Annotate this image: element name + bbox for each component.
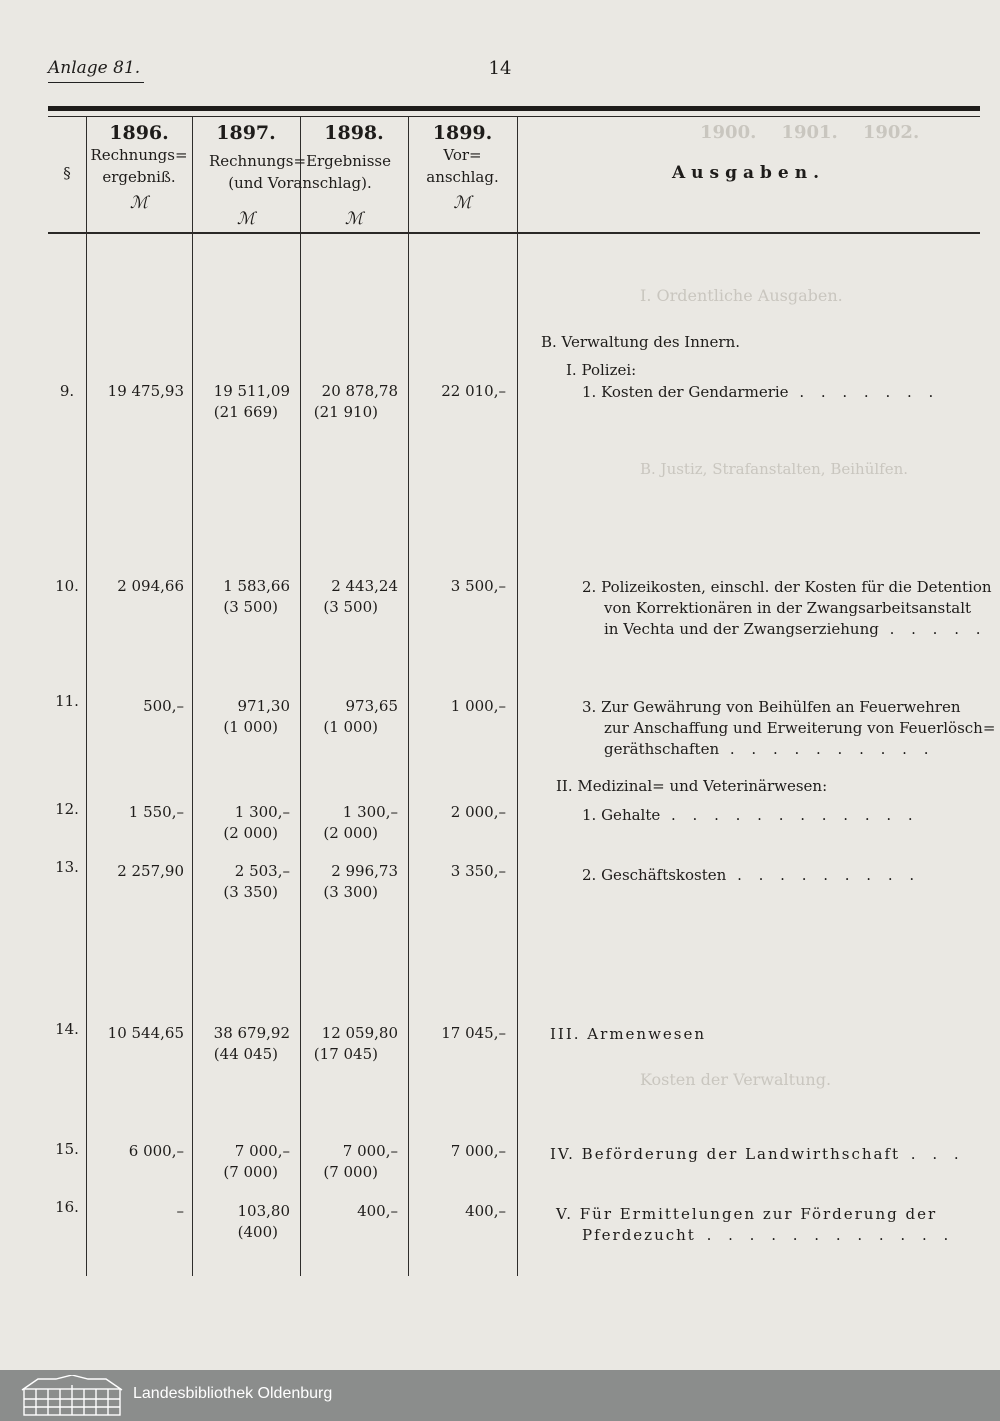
column-1899-label-2: anschlag.: [426, 168, 499, 186]
year-1897: 1897.: [216, 122, 276, 144]
column-1899-header: [408, 122, 517, 214]
paragraph-number: 13.: [55, 858, 79, 876]
column-1898-header: [300, 122, 408, 144]
value-1898-estimate: (2 000): [323, 824, 378, 842]
value-1898: 2 996,73: [331, 862, 398, 880]
row-description: 3. Zur Gewährung von Beihülfen an Feuerwehren zur Anschaffung und Erweiterung von Feuerlösch= geräthschaften . . . . . . . . . .: [582, 698, 996, 758]
value-1898: 400,–: [357, 1202, 398, 1220]
value-1897: 2 503,–: [234, 862, 290, 880]
ausgaben-header: Ausgaben.: [671, 163, 825, 183]
anlage-label: Anlage 81.: [48, 58, 141, 78]
column-1897-1898-label: [192, 150, 408, 194]
year-1896: 1896.: [109, 122, 169, 144]
value-1896: 2 257,90: [117, 862, 184, 880]
value-1899: 2 000,–: [450, 803, 506, 821]
column-1896-label-1: Rechnungs=: [90, 146, 188, 164]
value-1897-estimate: (3 350): [223, 883, 278, 901]
value-1899: 400,–: [465, 1202, 506, 1220]
paragraph-number: 9.: [59, 382, 75, 400]
value-1897: 1 583,66: [223, 577, 290, 595]
value-1897-estimate: (44 045): [213, 1045, 278, 1063]
value-1898-estimate: (3 300): [323, 883, 378, 901]
unit-mark: ℳ: [453, 193, 472, 213]
section-i-heading: I. Polizei:: [566, 361, 637, 379]
row-description: 1. Gehalte . . . . . . . . . . . .: [582, 806, 919, 824]
value-1897-estimate: (7 000): [223, 1163, 278, 1181]
column-divider: [517, 116, 518, 1276]
library-building-icon: [20, 1375, 124, 1417]
table-header-rule: [48, 232, 980, 234]
anlage-underline: [48, 82, 144, 83]
value-1899: 3 350,–: [450, 862, 506, 880]
value-1898: 20 878,78: [321, 382, 398, 400]
value-1897: 971,30: [237, 697, 290, 715]
value-1897: 7 000,–: [234, 1142, 290, 1160]
value-1896: 1 550,–: [128, 803, 184, 821]
value-1896: 2 094,66: [117, 577, 184, 595]
unit-mark: ℳ: [344, 209, 364, 229]
value-1899: 7 000,–: [450, 1142, 506, 1160]
value-1898: 973,65: [345, 697, 398, 715]
value-1898-estimate: (7 000): [323, 1163, 378, 1181]
column-1896-header: [86, 122, 192, 214]
row-description: 1. Kosten der Gendarmerie . . . . . . .: [582, 383, 940, 401]
value-1896: 10 544,65: [107, 1024, 184, 1042]
paragraph-number: 12.: [55, 800, 79, 818]
unit-mark: ℳ: [236, 209, 256, 229]
value-1897-estimate: (1 000): [223, 718, 278, 736]
column-1897-1898-label-1: Rechnungs=Ergebnisse: [208, 152, 391, 170]
row-description: III. Armenwesen: [550, 1025, 707, 1043]
paragraph-number: 11.: [55, 692, 79, 710]
paragraph-header: §: [63, 164, 71, 182]
value-1897-estimate: (400): [237, 1223, 278, 1241]
value-1896: 19 475,93: [107, 382, 184, 400]
section-ii-heading: II. Medizinal= und Veterinärwesen:: [556, 777, 828, 795]
column-1897-1898-label-2: (und Voranschlag).: [228, 174, 372, 192]
column-divider: [408, 116, 409, 1276]
column-divider: [192, 116, 193, 1276]
document-page: Anlage 81. 14 1900. 1901. 1902. I. Ordentliche Ausgaben. B. Justiz, Strafanstalten, Beihülfen. Kosten der Verwaltung. § 1896. Rechnungs= ergebniß. ℳ 1897. 1898. Rechnungs=Ergebnisse (und Voranschlag). ℳ ℳ 1899. Vor= anschlag. ℳ Ausgaben. B. Verwaltung des Innern. I. Polizei: II. Medizinal= und Veterinärwesen: 9. 19 475,93 19 511,09 (21 669) 20 878,78 (21 910) 22 010,– 1. Kosten der Gendarmerie . . . . . . . 10. 2 094,66 1 583,66 (3 500) 2 443,24 (3 500) 3 500,– 2. Polizeikosten, einschl. der Kosten für die Detention von Korrektionären in der Zwangsarbeitsanstalt in Vechta und der Zwangserziehung . . . . . 11. 500,– 971,30 (1 000) 973,65 (1 000) 1 000,– 3. Zur Gewährung von Beihülfen an Feuerwehren zur Anschaffung und Erweiterung von Feuerlösch= geräthschaften . . . . . . . . . . 12. 1 550,– 1 300,– (2 000) 1 300,– (2 000) 2 000,– 1. Gehalte . . . . . . . . . . . . 13. 2 257,90 2 503,– (3 350) 2 996,73 (3 300) 3 350,– 2. Geschäftskosten . . . . . . . . . 14. 10 544,65 38 679,92 (44 045) 12 059,80 (17 045) 17 045,– III. Armenwesen 15. 6 000,– 7 000,– (7 000) 7 000,– (7 000) 7 000,– IV. Beförderung der Landwirthschaft . . . 16. – 103,80 (400) 400,– 400,– V. Für Ermittelungen zur Förderung der Pferdezucht . . . . . . . . . . . .: [0, 0, 1000, 1370]
value-1897-estimate: (3 500): [223, 598, 278, 616]
value-1899: 22 010,–: [441, 382, 506, 400]
column-divider: [300, 116, 301, 1276]
value-1899: 3 500,–: [450, 577, 506, 595]
row-description: 2. Polizeikosten, einschl. der Kosten für die Detention von Korrektionären in der Zwangsarbeitsanstalt in Vechta und der Zwangserziehung . . . . .: [582, 578, 992, 638]
paragraph-number: 10.: [55, 577, 79, 595]
value-1898-estimate: (3 500): [323, 598, 378, 616]
value-1896: –: [176, 1202, 184, 1220]
row-description: IV. Beförderung der Landwirthschaft . . .: [550, 1145, 965, 1163]
year-1899: 1899.: [432, 122, 493, 144]
column-1899-label-1: Vor=: [443, 146, 482, 164]
value-1897: 19 511,09: [213, 382, 290, 400]
table-top-thin-rule: [48, 116, 980, 117]
value-1898: 1 300,–: [342, 803, 398, 821]
value-1898: 7 000,–: [342, 1142, 398, 1160]
year-1898: 1898.: [324, 122, 384, 144]
value-1898-estimate: (17 045): [313, 1045, 378, 1063]
value-1896: 6 000,–: [128, 1142, 184, 1160]
paragraph-number: 15.: [55, 1140, 79, 1158]
value-1898: 12 059,80: [321, 1024, 398, 1042]
value-1897-estimate: (21 669): [213, 403, 278, 421]
value-1898-estimate: (21 910): [313, 403, 378, 421]
value-1897-estimate: (2 000): [223, 824, 278, 842]
row-description: 2. Geschäftskosten . . . . . . . . .: [582, 866, 921, 884]
unit-mark: ℳ: [129, 193, 149, 213]
row-description: V. Für Ermittelungen zur Förderung der Pferdezucht . . . . . . . . . . . .: [556, 1205, 955, 1244]
table-top-thick-rule: [48, 106, 980, 111]
page-number: 14: [488, 58, 512, 79]
paragraph-number: 16.: [55, 1198, 79, 1216]
value-1898-estimate: (1 000): [323, 718, 378, 736]
value-1897: 103,80: [237, 1202, 290, 1220]
value-1899: 17 045,–: [441, 1024, 506, 1042]
value-1897: 1 300,–: [234, 803, 290, 821]
column-divider: [86, 116, 87, 1276]
value-1896: 500,–: [143, 697, 184, 715]
footer-library-name: Landesbibliothek Oldenburg: [133, 1385, 333, 1402]
column-1897-header: [192, 122, 300, 144]
section-b-heading: B. Verwaltung des Innern.: [541, 333, 741, 351]
column-1896-label-2: ergebniß.: [102, 168, 176, 186]
value-1898: 2 443,24: [331, 577, 398, 595]
value-1899: 1 000,–: [450, 697, 506, 715]
value-1897: 38 679,92: [213, 1024, 290, 1042]
paragraph-number: 14.: [55, 1020, 79, 1038]
footer-bar: [0, 1370, 1000, 1421]
